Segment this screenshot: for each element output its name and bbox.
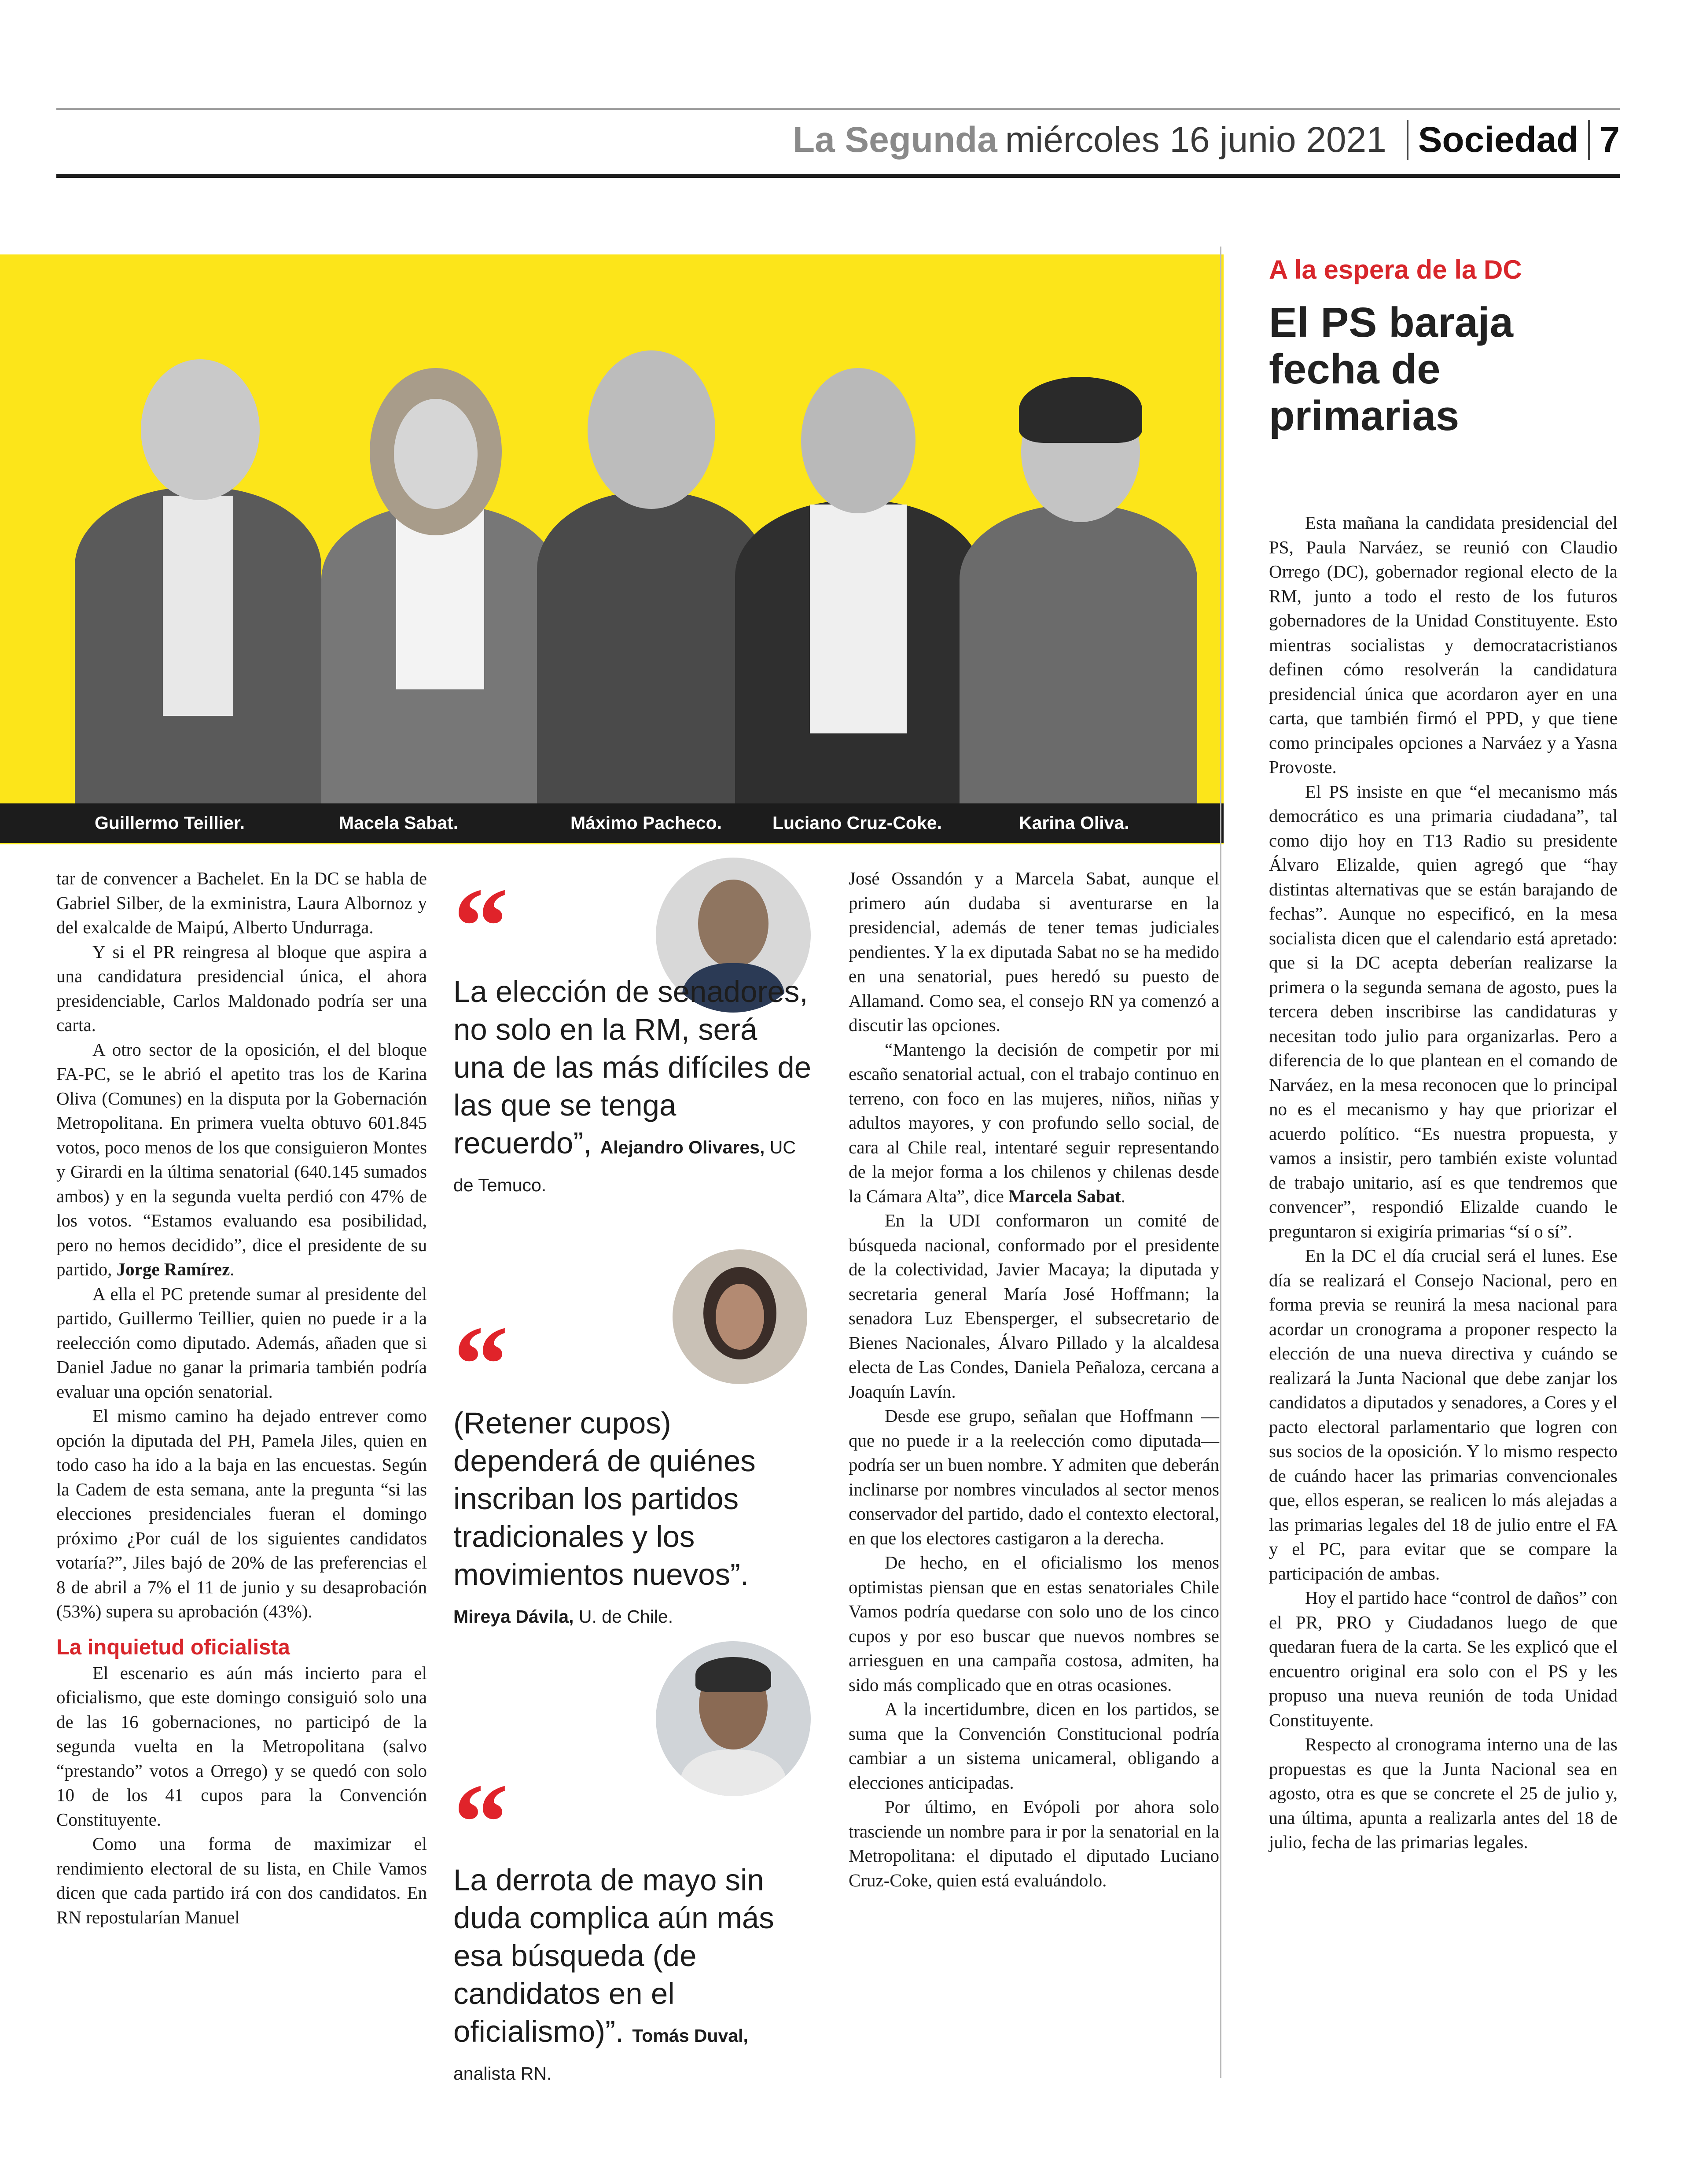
quote-mark-icon: “ [453, 865, 508, 987]
paragraph: De hecho, en el oficialismo los menos optimistas piensan que en estas senatoriales Chile Vamos podría quedarse con solo uno de los cinco cupos y por eso buscar que nuevos nombres se arriesguen en una campaña costosa, admiten, ha sido más complicado que en otras ocasiones. [849, 1552, 1219, 1695]
photo-band [0, 254, 1224, 844]
paragraph: En la DC el día crucial será el lunes. Ese día se realizará el Consejo Nacional, pero en forma previa se reunirá la mesa nacional para acordar un cronograma a proponer respecto la elección de una nueva directiva y cuándo se realizará la Junta Nacional que debe zanjar los candidatos a diputados y senadores, a Cores y el pacto electoral parlamentario que logren con sus socios de la oposición. Y lo mismo respecto de cuándo hacer las primarias convencionales que, ellos esperan, se realicen lo más alejadas a las primarias legales del 18 de julio entre el FA y el PC, para evitar que se compare la participación de ambas. [1269, 1245, 1618, 1584]
photo-guillermo-teillier [66, 342, 330, 817]
newspaper-name: La Segunda [793, 120, 997, 160]
article-column-3 [849, 866, 1219, 1893]
paragraph: José Ossandón y a Marcela Sabat, aunque el primero aún dudaba si aventurarse en la presidencial, además de tener temas judiciales pendientes. Y la ex diputada Sabat no se ha medido en una senatorial, pues heredó su puesto de Allamand. Como sea, el consejo RN ya comenzó a discutir las opciones. [849, 868, 1219, 1035]
article-column-1 [56, 866, 427, 1930]
paragraph: A otro sector de la oposición, el del bloque FA-PC, se le abrió el apetito tras los de Karina Oliva (Comunes) en la disputa por la Gobernación Metropolitana. En primera vuelta obtuvo 601.845 votos, poco menos de los que consiguieron Montes y Girardi en la última senatorial (640.145 sumados ambos) y en la segunda vuelta perdió con 47% de los votos. “Estamos evaluando esa posibilidad, pero no hemos decidido”, dice el presidente de su partido, Jorge Ramírez. [56, 1039, 427, 1279]
paragraph: El PS insiste en que “el mecanismo más democrático es una primaria ciudadana”, tal como dijo hoy en T13 Radio su presidente Álvaro Elizalde, quien agregó que “hay distintas alternativas que se están barajando de fechas”. Aunque no especificó, en la mesa socialista dicen que el calendario está apretado: que si la DC acepta deberían realizarse la primera o la segunda semana de agosto, pues la tercera deben inscribirse las candidaturas y necesitan todo julio para organizarlas. Pero a diferencia de lo que plantean en el comando de Narváez, en la mesa reconocen que lo principal no es el mecanismo y hay que priorizar el acuerdo político. “Es nuestra propuesta, y vamos a insistir, pero también existe voluntad de trabajo unitario, así es que tendremos que convencer”, respondió Elizalde cuando le preguntaron si exigiría primarias “sí o sí”. [1269, 781, 1618, 1241]
photo-caption: Macela Sabat. [339, 813, 459, 833]
header-top-rule [56, 108, 1620, 110]
masthead [793, 114, 1620, 166]
photo-caption: Máximo Pacheco. [570, 813, 722, 833]
header-separator [1407, 120, 1408, 160]
quote-mark-icon: “ [453, 1761, 508, 1883]
header-separator [1588, 120, 1590, 160]
paragraph: A la incertidumbre, dicen en los partidos, se suma que la Convención Constitucional podría cambiar a un sistema unicameral, obligando a elecciones anticipadas. [849, 1699, 1219, 1793]
paragraph: El mismo camino ha dejado entrever como opción la diputada del PH, Pamela Jiles, quien en todo caso ha ido a la baja en las encuestas. Según la Cadem de esta semana, ante la pregunta “si las elecciones presidenciales fueran el domingo próximo ¿Por cuál de los siguientes candidatos votaría?”, Jiles bajó de 20% de las preferencias el 8 de abril a 7% el 11 de junio y su desaprobación (53%) supera su aprobación (43%). [56, 1406, 427, 1621]
sidebar-kicker: A la espera de la DC [1269, 255, 1522, 284]
photo-luciano-cruz-coke [735, 359, 982, 817]
photo-caption: Karina Oliva. [1019, 813, 1129, 833]
paragraph: Como una forma de maximizar el rendimiento electoral de su lista, en Chile Vamos dicen que cada partido irá con dos candidatos. En RN repostularían Manuel [56, 1834, 427, 1927]
photo-macela-sabat [317, 359, 563, 817]
pull-quote-1: La elección de senadores, no solo en la RM, será una de las más difíciles de las que se tenga recuerdo”, Alejandro Olivares, UC de Temuco. [453, 975, 812, 1195]
photo-caption: Luciano Cruz-Coke. [772, 813, 942, 833]
quote-mark-icon: “ [453, 1304, 508, 1425]
column-divider [1220, 247, 1221, 2078]
paragraph: Respecto al cronograma interno una de las propuestas es que la Junta Nacional sea en agosto, otra es que se concrete el 25 de julio y, una última, apunta a realizarla antes del 18 de julio, fecha de las primarias legales. [1269, 1734, 1618, 1852]
paragraph: En la UDI conformaron un comité de búsqueda nacional, conformado por el presidente de la colectividad, Javier Macaya; la diputada y secretaria general María José Hoffmann; la senadora Luz Ebensperger, el subsecretario de Bienes Nacionales, Álvaro Pillado y la alcaldesa electa de Las Condes, Daniela Peñaloza, cercana a Joaquín Lavín. [849, 1210, 1219, 1402]
section-name: Sociedad [1418, 120, 1579, 160]
paragraph: Y si el PR reingresa al bloque que aspira a una candidatura presidencial única, el ahora presidenciable, Carlos Maldonado podría ser una carta. [56, 941, 427, 1035]
avatar-mireya-davila [673, 1249, 807, 1384]
photo-maximo-pacheco [537, 342, 766, 817]
pull-quote-3: La derrota de mayo sin duda complica aún más esa búsqueda (de candidatos en el oficialismo)”. Tomás Duval, analista RN. [453, 1863, 774, 2084]
paragraph: El escenario es aún más incierto para el oficialismo, que este domingo consiguió solo una de las 16 gobernaciones, no participó de la segunda vuelta en la Metropolitana (salvo “prestando” votos a Orrego) y se quedó con solo 10 de los 41 cupos para la Convención Constituyente. [56, 1662, 427, 1830]
photo-caption: Guillermo Teillier. [95, 813, 245, 833]
issue-date: miércoles 16 junio 2021 [1005, 120, 1386, 160]
section-subhead: La inquietud oficialista [56, 1635, 290, 1659]
header-bottom-rule [56, 174, 1620, 178]
page-number: 7 [1599, 120, 1620, 160]
paragraph: tar de convencer a Bachelet. En la DC se habla de Gabriel Silber, de la exministra, Laura Albornoz y del exalcalde de Maipú, Alberto Undurraga. [56, 868, 427, 937]
photo-karina-oliva [946, 377, 1210, 817]
paragraph: Desde ese grupo, señalan que Hoffmann —que no puede ir a la reelección como diputada— podría ser un buen nombre. Y admiten que deberán inclinarse por nombres vinculados al sector menos conservador del partido, dado el contexto electoral, en que los electores castigaron a la derecha. [849, 1406, 1219, 1548]
paragraph: Esta mañana la candidata presidencial del PS, Paula Narváez, se reunió con Claudio Orrego (DC), gobernador regional electo de la RM, junto a todo el resto de los futuros gobernadores de la Unidad Constituyente. Esto mientras socialistas y democratacristianos definen cómo resolverán la candidatura presidencial única que acordaron ayer en una carta, que también firmó el PPD, y que tiene como principales opciones a Narváez y a Yasna Provoste. [1269, 512, 1618, 777]
paragraph: A ella el PC pretende sumar al presidente del partido, Guillermo Teillier, quien no puede ir a la reelección como diputado. Además, añaden que si Daniel Jadue no ganar la primaria también podría evaluar una opción senatorial. [56, 1283, 427, 1402]
sidebar-body [1269, 511, 1618, 1855]
pull-quote-2: (Retener cupos) dependerá de quiénes inscriban los partidos tradicionales y los movimientos nuevos”. Mireya Dávila, U. de Chile. [453, 1406, 756, 1627]
paragraph: Por último, en Evópoli por ahora solo trasciende un nombre para ir por la senatorial en la Metropolitana: el diputado el diputado Luciano Cruz-Coke, quien está evaluándolo. [849, 1797, 1219, 1890]
sidebar-headline: El PS baraja fecha de primarias [1269, 299, 1513, 439]
avatar-tomas-duval [656, 1641, 811, 1796]
paragraph: Hoy el partido hace “control de daños” con el PR, PRO y Ciudadanos luego de que quedaran fuera de la carta. Se les explicó que el encuentro original era solo con el PS y les propuso una nueva reunión de toda Unidad Constituyente. [1269, 1587, 1618, 1730]
paragraph: “Mantengo la decisión de competir por mi escaño senatorial actual, con el trabajo continuo en terreno, con foco en las mujeres, niños, niñas y adultos mayores, y con profundo sello social, de cara al Chile real, intentaré seguir representando de la mejor forma a los chilenos y chilenas desde la Cámara Alta”, dice Marcela Sabat. [849, 1039, 1219, 1206]
